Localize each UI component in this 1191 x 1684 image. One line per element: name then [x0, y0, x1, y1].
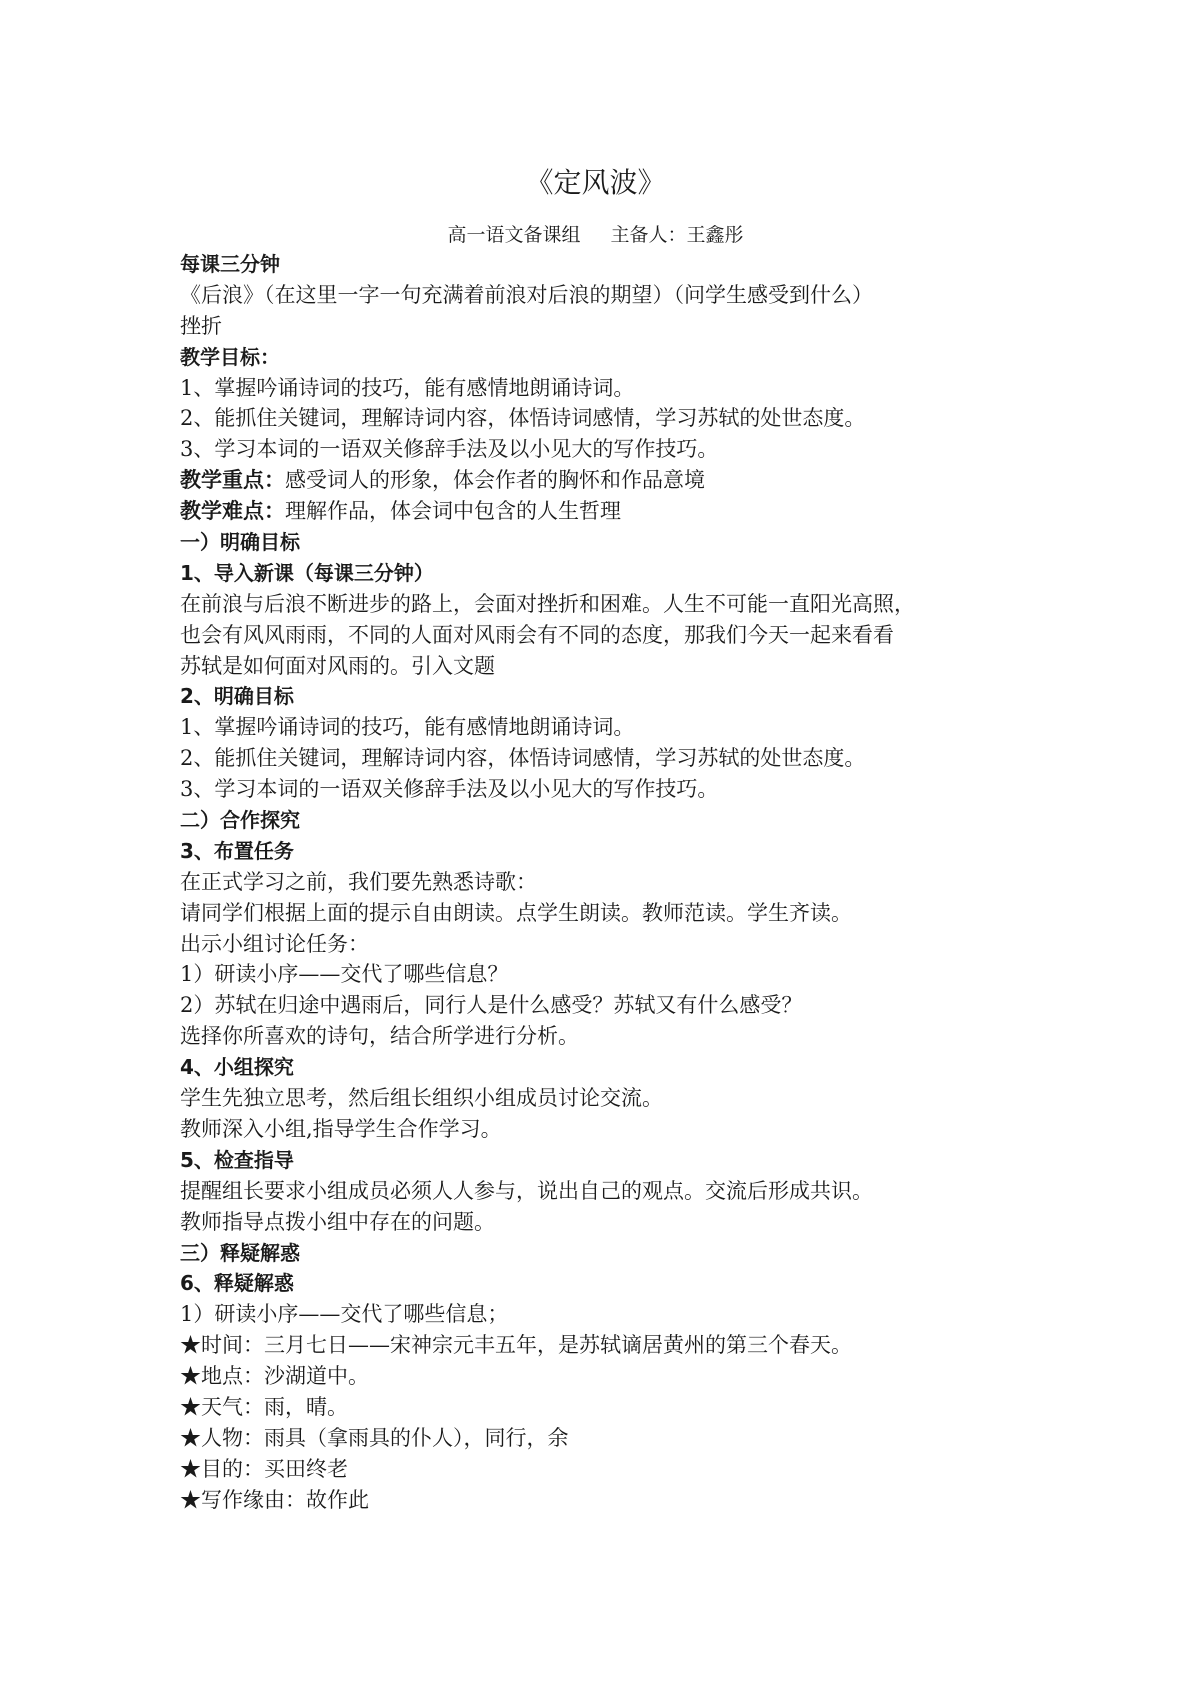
line-lead-label: 教学重点： [180, 468, 285, 493]
line-lead-label: 教学难点： [180, 499, 285, 524]
body-line: 请同学们根据上面的提示自由朗读。点学生朗读。教师范读。学生齐读。 [180, 900, 852, 925]
section-heading: 教学目标： [180, 344, 280, 369]
subtitle-group: 高一语文备课组 [447, 224, 581, 246]
body-line: 选择你所喜欢的诗句，结合所学进行分析。 [180, 1024, 579, 1049]
body-line: 1）研读小序——交代了哪些信息； [180, 1302, 509, 1327]
body-line: 2、能抓住关键词，理解诗词内容，体悟诗词感情，学习苏轼的处世态度。 [180, 746, 866, 771]
section-heading: 5、检查指导 [180, 1147, 294, 1172]
body-line: ★目的：买田终老 [180, 1456, 348, 1481]
section-heading: 二）合作探究 [180, 808, 300, 833]
section-heading: 1、导入新课（每课三分钟） [180, 560, 434, 585]
body-line: ★写作缘由：故作此 [180, 1487, 369, 1512]
body-line: 教师指导点拨小组中存在的问题。 [180, 1209, 495, 1234]
body-line: 出示小组讨论任务： [180, 931, 369, 956]
body-line: 3、学习本词的一语双关修辞手法及以小见大的写作技巧。 [180, 437, 719, 462]
body-line: 在前浪与后浪不断进步的路上，会面对挫折和困难。人生不可能一直阳光高照， [180, 591, 915, 616]
document-subtitle [0, 222, 1191, 248]
body-line [180, 496, 1060, 527]
body-line: ★时间：三月七日——宋神宗元丰五年，是苏轼谪居黄州的第三个春天。 [180, 1333, 852, 1358]
body-line: 1）研读小序——交代了哪些信息？ [180, 962, 509, 987]
body-line: 在正式学习之前，我们要先熟悉诗歌： [180, 869, 537, 894]
section-heading: 三）释疑解惑 [180, 1240, 300, 1265]
line-text: 理解作品，体会词中包含的人生哲理 [285, 499, 621, 524]
body-line: 1、掌握吟诵诗词的技巧，能有感情地朗诵诗词。 [180, 375, 635, 400]
section-heading: 4、小组探究 [180, 1055, 294, 1080]
document-body [180, 249, 1060, 1516]
body-line: ★人物：雨具（拿雨具的仆人），同行，余 [180, 1425, 569, 1450]
body-line: 提醒组长要求小组成员必须人人参与，说出自己的观点。交流后形成共识。 [180, 1178, 873, 1203]
body-line: 也会有风风雨雨，不同的人面对风雨会有不同的态度，那我们今天一起来看看 [180, 622, 894, 647]
section-heading: 2、明确目标 [180, 684, 294, 709]
document-title: 《定风波》 [525, 166, 666, 199]
body-line: 3、学习本词的一语双关修辞手法及以小见大的写作技巧。 [180, 777, 719, 802]
body-line [180, 465, 1060, 496]
section-heading: 6、释疑解惑 [180, 1271, 294, 1296]
body-line: ★地点：沙湖道中。 [180, 1364, 369, 1389]
section-heading: 每课三分钟 [180, 252, 280, 276]
section-heading: 3、布置任务 [180, 838, 294, 863]
line-text: 感受词人的形象，体会作者的胸怀和作品意境 [285, 468, 705, 493]
body-line: 《后浪》（在这里一字一句充满着前浪对后浪的期望）（问学生感受到什么） [180, 282, 873, 307]
body-line: 苏轼是如何面对风雨的。引入文题 [180, 653, 495, 678]
body-line: 教师深入小组,指导学生合作学习。 [180, 1116, 502, 1141]
section-heading: 一）明确目标 [180, 530, 300, 555]
body-line: 学生先独立思考，然后组长组织小组成员讨论交流。 [180, 1086, 663, 1111]
body-line: 1、掌握吟诵诗词的技巧，能有感情地朗诵诗词。 [180, 715, 635, 740]
body-line: ★天气：雨，晴。 [180, 1394, 348, 1419]
subtitle-author: 主备人：王鑫彤 [610, 224, 744, 246]
body-line: 2、能抓住关键词，理解诗词内容，体悟诗词感情，学习苏轼的处世态度。 [180, 406, 866, 431]
body-line: 2）苏轼在归途中遇雨后，同行人是什么感受？苏轼又有什么感受？ [180, 993, 803, 1018]
body-line: 挫折 [180, 313, 222, 338]
